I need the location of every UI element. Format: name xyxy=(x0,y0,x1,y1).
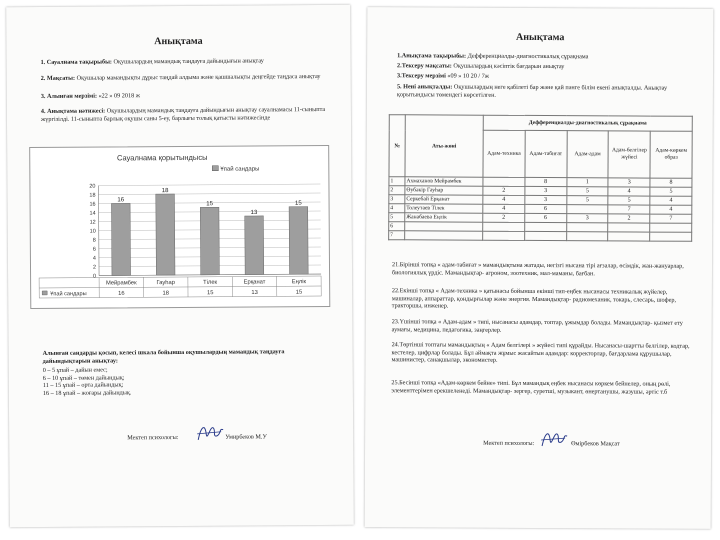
check-date xyxy=(397,72,489,80)
table-legend-label: Ұпай сандары xyxy=(50,291,87,298)
right-document-page xyxy=(365,7,714,529)
score-cell xyxy=(566,205,608,214)
survey-topic-value: Оқушылардың мамандық таңдауға дайындығын анықтау xyxy=(113,57,264,66)
bar-value-label: 15 xyxy=(206,201,213,208)
signature-scribble xyxy=(195,422,225,444)
score-cell xyxy=(608,223,650,232)
survey-goal xyxy=(41,73,331,83)
score-cell xyxy=(566,223,608,232)
subheader-nature: Адам-табиғат xyxy=(525,130,567,177)
score-cell: 3 xyxy=(525,186,567,195)
y-tick-label: 10 xyxy=(89,228,96,235)
score-cell: 4 xyxy=(650,196,692,205)
score-cell: 5 xyxy=(566,196,608,205)
legend-swatch xyxy=(212,166,218,171)
student-name: Толеутаев Тілек xyxy=(405,204,483,213)
bar xyxy=(200,207,219,275)
score-cell: 7 xyxy=(650,214,692,223)
signature-scribble xyxy=(539,428,569,450)
survey-date-label: 3. Алынған мерзімі: xyxy=(40,92,98,100)
diagnostic-table-body xyxy=(389,177,692,242)
score-cell: 2 xyxy=(483,213,525,222)
bar-value-label: 13 xyxy=(250,209,258,217)
row-number: 6 xyxy=(389,222,405,231)
student-name: Жанабаева Еңлік xyxy=(405,213,483,222)
score-cell: 3 xyxy=(566,214,608,223)
survey-goal-value: Оқушылар мамандықты дұрыс таңдай алдыма және қашшалықты деңгейде таңдаса анықтау xyxy=(76,73,321,82)
score-cell: 1 xyxy=(567,178,609,187)
row-number: 3 xyxy=(389,195,405,204)
x-category-label: Еңлік xyxy=(291,279,307,286)
scale-item: 11 – 15 ұпай – орта дайындық; xyxy=(42,381,124,390)
survey-result-value: Оқушылардың мамандық таңдауға дайындығын анықтау сауалнамасы 11-сыныпта жүргізілді. 11-сыныпта барлық оқушы саны 5-еу, барлығы толық қатысты нәтижесінде xyxy=(40,105,326,123)
reference-topic-value: Дефференциалды-диагностикалық сұрақнама xyxy=(467,52,589,61)
table-value: 15 xyxy=(206,290,214,297)
paragraph-22: 22.Екінші топқа « Адам-техника » қатынасы бойынша екінші тип-еңбек нысанасы техникалық жүйелер, машиналар, аппараттар, қондырғылар және энергия. Мамандықтар- радиомеханик, токарь, слесарь, шофер, тракторшы, инженер. xyxy=(391,287,677,310)
table-value: 16 xyxy=(118,290,125,297)
score-cell: 7 xyxy=(608,205,650,214)
score-cell: 4 xyxy=(608,187,650,196)
y-tick-label: 16 xyxy=(89,201,96,208)
bar xyxy=(111,203,130,275)
bar xyxy=(289,207,308,275)
score-cell xyxy=(650,223,692,232)
gridline xyxy=(98,184,320,186)
check-goal-value: Оқушылардың кәсіптік бағдарын анықтау xyxy=(453,62,565,71)
group-header: Дефференциалды-диагностикалық сұрақнама xyxy=(483,115,692,131)
check-date-label: 3.Тексеру мерзімі xyxy=(396,72,446,80)
x-category-label: Гауһар xyxy=(156,280,176,287)
y-tick-label: 8 xyxy=(92,237,96,244)
bar-value-label: 15 xyxy=(295,200,302,207)
score-cell: 2 xyxy=(608,214,650,223)
paragraph-24: 24.Төртінші топтағы мамандықтың « Адам белгілері » жүйесі типі құрайды. Нысанасы-шартты белгілер, кодтар, кестелер, цифрлар болады. Бұл аймақта жұмыс жасайтын адамдар: корректорлар, бағдарлама құрушылар, машинистер, санақшылар, экономистер. xyxy=(391,341,690,364)
score-cell xyxy=(524,231,566,240)
chart-title: Сауалнама қорытындысы xyxy=(117,152,208,163)
x-category-label: Ерқанат xyxy=(243,279,266,286)
survey-goal-label: 2. Мақсаты: xyxy=(40,74,76,82)
col-name-header: Аты-жөні xyxy=(405,115,483,177)
table-value: 18 xyxy=(162,290,170,297)
legend-label: Ұпай сандары xyxy=(220,166,260,173)
check-goal xyxy=(397,62,564,70)
score-cell: 5 xyxy=(608,196,650,205)
paragraph-21: 21.Бірінші топқа « адам-табиғат » мамандықтына жатады, негізгі нысана тірі ағзалар, өсімдік, жан-жануарлар, биологиялық үрдіс. Мамандықтар- агроном, зоотехник, мал-маманы, бағбан. xyxy=(391,261,684,277)
gridline xyxy=(98,193,320,195)
survey-chart xyxy=(29,145,330,309)
subheader-people: Адам-адам xyxy=(567,131,609,178)
paragraph-25: 25.Бесінші топқа «Адам-көркем бейне» типі. Бұл мамандық еңбек нысанасы көркем бейнелер, оның рөлі, элементтерімен ерекшеленеді. Мамандықтар- зергер, суретші, музыкант, өнертанушы, жазушы, әртіс т.б xyxy=(391,379,671,396)
survey-date-value: «22 » 09 2018 ж xyxy=(98,92,141,100)
survey-result-label: 4. Анықтама нәтижесі: xyxy=(40,107,106,115)
left-signature-name: Умирбеков М.У xyxy=(225,433,267,441)
bar xyxy=(245,216,264,275)
student-name: Өубәкір Гауһар xyxy=(405,186,483,195)
score-cell xyxy=(608,232,650,241)
score-cell: 8 xyxy=(525,177,567,186)
subheader-art: Адам-көркем образ xyxy=(650,131,692,178)
row-number: 4 xyxy=(389,204,405,213)
y-tick-label: 6 xyxy=(92,246,96,253)
scale-item: 16 – 18 ұпай – жоғары дайындық. xyxy=(42,389,132,397)
score-cell: 6 xyxy=(525,204,567,213)
bar xyxy=(156,194,175,275)
student-name xyxy=(405,222,483,231)
subheader-tech: Адам-техника xyxy=(483,130,525,177)
student-name: Серкебай Ерқанат xyxy=(405,195,483,204)
student-name: Ахмаханов Мейрамбек xyxy=(405,177,483,186)
student-name xyxy=(405,231,483,240)
score-cell xyxy=(524,222,566,231)
paragraph-23: 23.Үшінші топқа « Адам-адам » типі, нысанасы адамдар, топтар, ұжымдар болады. Мамандықтар- қызмет ету аумағы, медицина, педагогика, заңгерлер. xyxy=(391,318,683,334)
check-goal-label: 2.Тексеру мақсаты: xyxy=(397,62,452,70)
y-tick-label: 20 xyxy=(89,183,96,190)
scale-list xyxy=(43,365,313,397)
reference-topic xyxy=(397,52,588,61)
survey-date xyxy=(41,91,331,101)
diagnostic-table xyxy=(388,114,693,242)
table-value: 15 xyxy=(295,289,303,296)
row-number: 2 xyxy=(389,186,405,195)
survey-topic xyxy=(41,57,331,67)
detected xyxy=(397,83,697,100)
score-cell: 8 xyxy=(650,178,692,187)
score-cell: 5 xyxy=(566,187,608,196)
table-row xyxy=(389,231,692,242)
y-axis xyxy=(98,186,99,276)
score-cell xyxy=(483,222,525,231)
data-table-divider xyxy=(39,286,321,288)
detected-value: Оқушылардың неге қабілеті бар және қай пәнге білім екені анықталды. Анықтау қорытындысы төмендегі көрсетілген. xyxy=(396,83,668,99)
y-tick-label: 18 xyxy=(89,192,96,199)
y-tick-label: 0 xyxy=(92,273,97,280)
right-signature-label: Мектеп психологы: xyxy=(483,439,535,447)
x-category-label: Тілек xyxy=(203,279,218,286)
score-cell xyxy=(483,177,525,186)
score-cell: 6 xyxy=(525,213,567,222)
left-signature-label: Мектеп психологы: xyxy=(127,434,179,442)
score-cell: 3 xyxy=(525,195,567,204)
score-cell xyxy=(566,232,608,241)
scale-heading xyxy=(43,348,333,365)
check-date-value: «09 » 10 20 / 7ж xyxy=(447,72,490,80)
y-tick-label: 2 xyxy=(92,264,97,271)
y-tick-label: 4 xyxy=(92,255,96,262)
subheader-signs: Адам-белгілер жүйесі xyxy=(608,131,650,178)
survey-topic-label: 1. Сауалнама тақырыбы: xyxy=(40,58,113,66)
score-cell: 5 xyxy=(650,187,692,196)
right-page-title: Анықтама xyxy=(516,31,565,44)
table-value: 13 xyxy=(251,289,258,297)
survey-bar-chart xyxy=(30,146,329,308)
scale-heading-text: Алынған сандарды қосып, келесі шкала бойынша оқушылардың мамандық таңдауға дайындықтарын анықтау: xyxy=(42,348,285,365)
scale-item: 0 – 5 ұпай – дайын емес; xyxy=(42,366,108,374)
row-number: 5 xyxy=(389,213,405,222)
score-cell: 4 xyxy=(483,204,525,213)
score-cell: 4 xyxy=(483,195,525,204)
col-number-header: № xyxy=(389,115,405,177)
row-number: 7 xyxy=(389,231,405,240)
left-page-title: Анықтама xyxy=(154,35,203,48)
score-cell: 3 xyxy=(608,178,650,187)
left-document-page xyxy=(6,5,354,527)
bar-value-label: 18 xyxy=(161,188,169,195)
reference-topic-label: 1.Анықтама тақырыбы: xyxy=(397,52,467,60)
bar-value-label: 16 xyxy=(117,197,125,204)
score-cell: 2 xyxy=(483,186,525,195)
score-cell xyxy=(650,232,692,241)
y-tick-label: 12 xyxy=(89,219,96,226)
detected-label: 5. Нені анықталды: xyxy=(396,83,453,91)
right-signature-name: Өмірбеков Мақсат xyxy=(571,440,620,448)
scale-item: 6 – 10 ұпай – төмен дайындық; xyxy=(42,373,125,382)
row-number: 1 xyxy=(389,177,405,186)
score-cell: 4 xyxy=(650,205,692,214)
table-legend-swatch xyxy=(42,291,47,295)
survey-result xyxy=(41,106,331,123)
score-cell xyxy=(483,231,525,240)
y-tick-label: 14 xyxy=(89,210,96,217)
x-category-label: Мейрамбек xyxy=(105,280,137,287)
